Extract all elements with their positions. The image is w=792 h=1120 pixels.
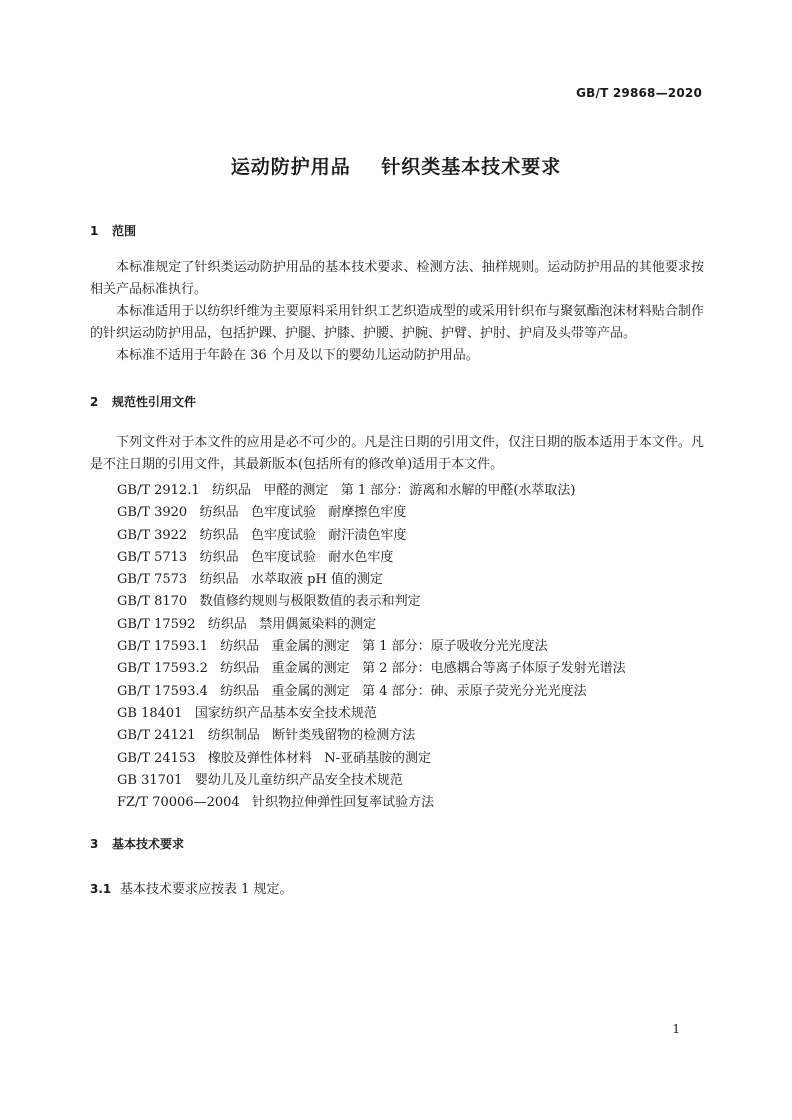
section-3-title: 基本技术要求	[112, 837, 185, 851]
section-3-heading	[90, 835, 184, 852]
reference-item: GB/T 3922 纺织品 色牢度试验 耐汗渍色牢度	[117, 527, 407, 543]
reference-item: GB/T 17593.1 纺织品 重金属的测定 第 1 部分：原子吸收分光光度法	[117, 639, 548, 655]
reference-list	[117, 480, 626, 814]
clause-3-1	[90, 878, 293, 897]
reference-item: GB/T 17592 纺织品 禁用偶氮染料的测定	[117, 616, 377, 632]
reference-item: GB/T 2912.1 纺织品 甲醛的测定 第 1 部分：游离和水解的甲醛(水萃取法)	[117, 483, 576, 498]
reference-item: GB 31701 婴幼儿及儿童纺织产品安全技术规范	[117, 772, 403, 788]
reference-item: GB/T 17593.2 纺织品 重金属的测定 第 2 部分：电感耦合等离子体原子发射光谱法	[117, 661, 626, 677]
document-title: 运动防护用品 针织类基本技术要求	[230, 156, 562, 178]
reference-item: GB/T 5713 纺织品 色牢度试验 耐水色牢度	[117, 549, 394, 565]
standard-code: GB/T 29868—2020	[576, 86, 702, 100]
reference-item: GB/T 24121 纺织制品 断针类残留物的检测方法	[117, 728, 416, 744]
section-2-heading	[90, 393, 196, 410]
page-number: 1	[672, 1022, 680, 1036]
reference-item: GB/T 3920 纺织品 色牢度试验 耐摩擦色牢度	[117, 505, 407, 521]
reference-item: GB/T 17593.4 纺织品 重金属的测定 第 4 部分：砷、汞原子荧光分光光度法	[117, 683, 587, 699]
section-1-heading	[90, 222, 136, 239]
reference-item: GB 18401 国家纺织产品基本安全技术规范	[117, 705, 377, 721]
scope-paragraph-3: 本标准不适用于年龄在 36 个月及以下的婴幼儿运动防护用品。	[116, 348, 479, 363]
reference-item: FZ/T 70006—2004 针织物拉伸弹性回复率试验方法	[117, 795, 435, 811]
section-2-title: 规范性引用文件	[112, 395, 197, 409]
section-3-number: 3	[90, 837, 99, 851]
section-2-number: 2	[90, 395, 99, 409]
section-1-number: 1	[90, 224, 99, 238]
reference-item: GB/T 7573 纺织品 水萃取液 pH 值的测定	[117, 572, 383, 588]
section-1-title: 范围	[112, 224, 137, 238]
reference-item: GB/T 24153 橡胶及弹性体材料 N-亚硝基胺的测定	[117, 750, 432, 766]
scope-paragraph-2: 本标准适用于以纺织纤维为主要原料采用针织工艺织造成型的或采用针织布与聚氨酯泡沫材料贴合制作的针织运动防护用品，包括护踝、护腿、护膝、护腰、护腕、护臂、护肘、护肩及头带等产品。	[90, 304, 704, 341]
clause-3-1-number: 3.1	[90, 882, 112, 896]
clause-3-1-text: 基本技术要求应按表 1 规定。	[120, 882, 293, 897]
reference-item: GB/T 8170 数值修约规则与极限数值的表示和判定	[117, 594, 421, 610]
references-intro: 下列文件对于本文件的应用是必不可少的。凡是注日期的引用文件，仅注日期的版本适用于本文件。凡是不注日期的引用文件，其最新版本(包括所有的修改单)适用于本文件。	[90, 435, 704, 472]
scope-paragraph-1: 本标准规定了针织类运动防护用品的基本技术要求、检测方法、抽样规则。运动防护用品的其他要求按相关产品标准执行。	[90, 260, 704, 297]
